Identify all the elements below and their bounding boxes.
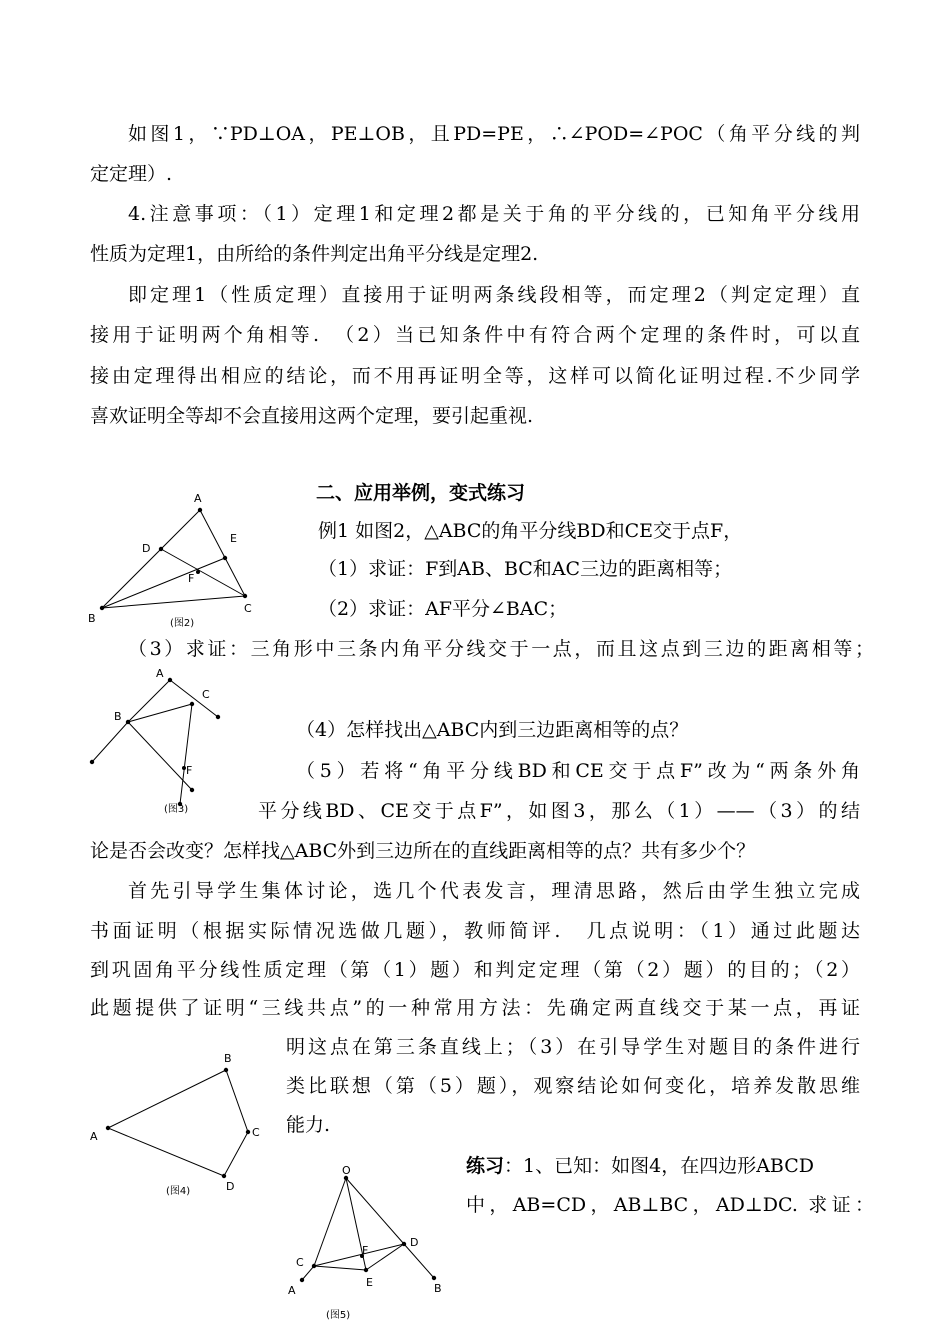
fig5-label-B: B (434, 1282, 442, 1295)
fig2-label-F: F (188, 572, 195, 585)
text-line: 首先引导学生集体讨论，选几个代表发言，理清思路，然后由学生独立完成 (128, 880, 860, 902)
text-line: 类比联想（第（5）题），观察结论如何变化，培养发散思维 (286, 1075, 860, 1097)
text-line: （2）求证：AF平分∠BAC； (318, 598, 568, 620)
exercise-text: ：1、已知：如图4，在四边形ABCD (504, 1155, 815, 1177)
fig5-label-D: D (410, 1236, 419, 1249)
fig4-label-B: B (224, 1052, 232, 1065)
text-line: 接用于证明两个角相等. （2）当已知条件中有符合两个定理的条件时，可以直 (90, 324, 860, 346)
fig4-label-C: C (252, 1126, 260, 1139)
text-line: 书面证明（根据实际情况选做几题），教师简评. 几点说明：（1）通过此题达 (90, 920, 860, 942)
fig3-label-F: F (186, 764, 193, 777)
text-line: （5）若将“角平分线BD和CE交于点F”改为“两条外角 (296, 760, 860, 782)
section-heading: 二、应用举例，变式练习 (316, 482, 526, 504)
fig3-label-B: B (114, 710, 122, 723)
fig4-label-A: A (90, 1130, 98, 1143)
text-line: 接由定理得出相应的结论，而不用再证明全等，这样可以简化证明过程.不少同学 (90, 365, 860, 387)
text-line: 平分线BD、CE交于点F”，如图3，那么（1）——（3）的结 (258, 800, 860, 822)
fig5-label-O: O (342, 1164, 351, 1177)
fig5-label-C: C (296, 1256, 304, 1269)
text-line: 中，AB=CD，AB⊥BC，AD⊥DC. 求证： (466, 1194, 874, 1216)
fig3-label-A: A (156, 667, 164, 680)
text-line: 明这点在第三条直线上；（3）在引导学生对题目的条件进行 (286, 1036, 860, 1058)
fig5-label-A: A (288, 1284, 296, 1297)
fig4-label-D: D (226, 1180, 235, 1193)
figure-5 (282, 1166, 462, 1326)
exercise-line (466, 1154, 814, 1178)
fig5-caption: (图5) (326, 1310, 351, 1321)
figure-2 (80, 488, 280, 638)
text-line: （4）怎样找出△ABC内到三边距离相等的点？ (296, 719, 689, 741)
exercise-label: 练习 (466, 1155, 505, 1177)
figure-4 (82, 1044, 282, 1204)
figure-3 (80, 662, 240, 822)
fig5-label-F: F (362, 1244, 369, 1257)
text-line: 例1 如图2，△ABC的角平分线BD和CE交于点F， (318, 520, 743, 542)
fig2-label-A: A (194, 492, 202, 505)
text-line: 能力. (286, 1114, 331, 1136)
text-line: 性质为定理1，由所给的条件判定出角平分线是定理2. (90, 243, 539, 265)
text-line: 即定理1（性质定理）直接用于证明两条线段相等，而定理2（判定定理）直 (128, 284, 860, 306)
text-line: 此题提供了证明“三线共点”的一种常用方法：先确定两直线交于某一点，再证 (90, 997, 860, 1019)
fig3-caption: (图3) (164, 804, 189, 815)
fig3-label-C: C (202, 688, 210, 701)
fig2-label-E: E (230, 532, 237, 545)
text-line: 4.注意事项：（1）定理1和定理2都是关于角的平分线的，已知角平分线用 (128, 203, 860, 225)
text-line: （1）求证：F到AB、BC和AC三边的距离相等； (318, 558, 733, 580)
fig2-caption: (图2) (170, 618, 195, 629)
text-line: 喜欢证明全等却不会直接用这两个定理，要引起重视. (90, 405, 534, 427)
text-line: 论是否会改变？怎样找△ABC外到三边所在的直线距离相等的点？共有多少个？ (90, 840, 756, 862)
text-line: 到巩固角平分线性质定理（第（1）题）和判定定理（第（2）题）的目的；（2） (90, 959, 860, 981)
fig2-label-D: D (142, 542, 151, 555)
fig2-label-B: B (88, 612, 96, 625)
text-line: 定定理）. (90, 163, 173, 185)
fig2-label-C: C (244, 602, 252, 615)
fig5-label-E: E (366, 1276, 373, 1289)
text-line: （3）求证：三角形中三条内角平分线交于一点，而且这点到三边的距离相等； (128, 638, 874, 660)
fig4-caption: (图4) (166, 1186, 191, 1197)
text-line: 如图1，∵PD⊥OA，PE⊥OB，且PD=PE，∴∠POD=∠POC（角平分线的判 (128, 123, 860, 145)
